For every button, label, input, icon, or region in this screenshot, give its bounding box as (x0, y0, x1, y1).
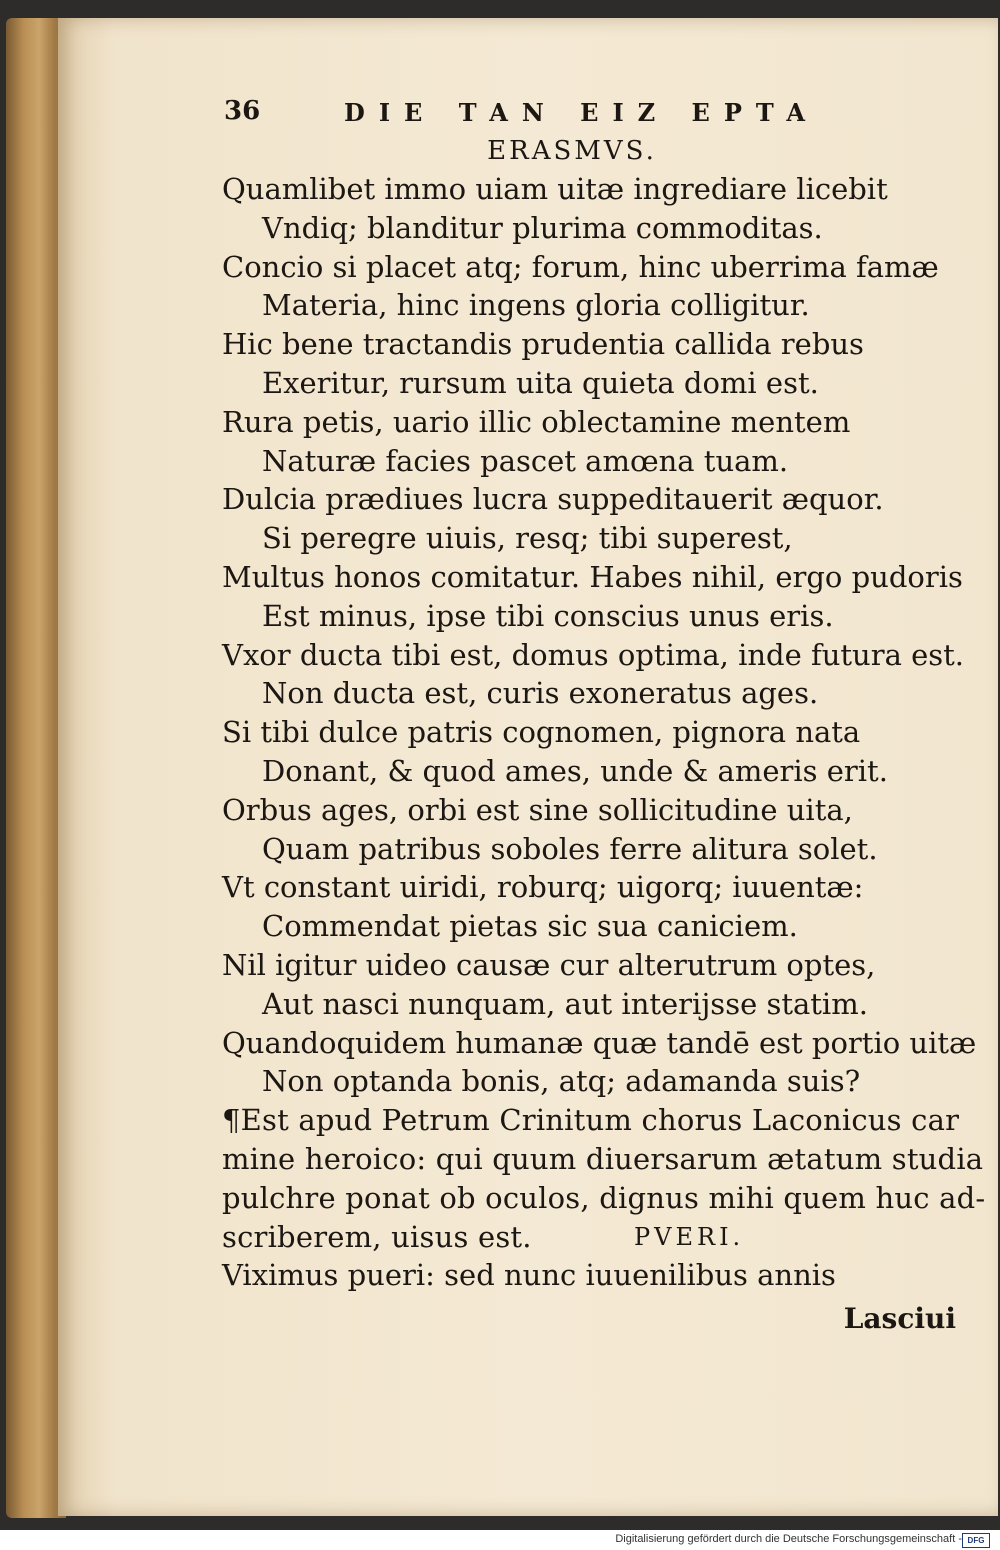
verse-line: Si tibi dulce patris cognomen, pignora nata (222, 715, 861, 750)
verse-line: Vxor ducta tibi est, domus optima, inde futura est. (222, 637, 965, 672)
verse-line: Rura petis, uario illic oblectamine mentem (222, 404, 851, 439)
verse-line: Non optanda bonis, atq; adamanda suis? (262, 1064, 861, 1099)
verse-line: Multus honos comitatur. Habes nihil, ergo pudoris (222, 559, 963, 594)
verse-line: Si peregre uiuis, resq; tibi superest, (262, 521, 793, 556)
page-text (222, 96, 986, 1339)
verse-line: Non ducta est, curis exoneratus ages. (262, 676, 819, 711)
verse-line: Quam patribus soboles ferre alitura solet. (262, 831, 878, 866)
verse-line: Vt constant uiridi, roburq; uigorq; iuuentæ: (222, 870, 864, 905)
verse-line: Exeritur, rursum uita quieta domi est. (262, 365, 819, 400)
running-head (222, 96, 962, 132)
book-page-edges (6, 18, 66, 1518)
verse-line: Commendat pietas sic sua caniciem. (262, 909, 798, 944)
verse-line: Hic bene tractandis prudentia callida rebus (222, 327, 864, 362)
verse-line: Orbus ages, orbi est sine sollicitudine uita, (222, 792, 853, 827)
speaker-heading: ERASMVS. (487, 136, 657, 166)
verse-line: Aut nasci nunquam, aut interijsse statim. (262, 986, 868, 1021)
verse-line: Nil igitur uideo causæ cur alterutrum optes, (222, 947, 876, 982)
verse-line: Quamlibet immo uiam uitæ ingrediare licebit (222, 172, 888, 206)
verse-block (222, 170, 977, 1101)
verse-line: Quandoquidem humanæ quæ tandē est portio uitæ (222, 1025, 977, 1060)
catchword: Lasciui (843, 1302, 956, 1336)
prose-line: scriberem, uisus est. (222, 1219, 532, 1254)
verse-line: Donant, & quod ames, unde & ameris erit. (262, 753, 888, 788)
digitization-footer (0, 1530, 1000, 1550)
verse-line: Naturæ facies pascet amœna tuam. (262, 443, 789, 478)
prose-line: mine heroico: qui quum diuersarum ætatum studia (222, 1141, 984, 1176)
verse-line: Vndiq; blanditur plurima commoditas. (262, 210, 823, 245)
prose-line-with-label (222, 1218, 962, 1257)
verse-line: Viximus pueri: sed nunc iuuenilibus annis (222, 1258, 836, 1293)
page-number: 36 (224, 96, 261, 126)
dfg-logo: DFG (962, 1533, 990, 1548)
prose-block (222, 1101, 986, 1295)
verse-line: Est minus, ipse tibi conscius unus eris. (262, 598, 834, 633)
verse-line: Dulcia prædiues lucra suppeditauerit æquor. (222, 482, 884, 517)
verse-line: Concio si placet atq; forum, hinc uberrima famæ (222, 249, 939, 284)
running-head-title: DIE TAN EIZ EPTA (344, 98, 820, 127)
section-label: PVERI. (634, 1222, 745, 1251)
verse-line: Materia, hinc ingens gloria colligitur. (262, 288, 810, 323)
prose-line: ¶Est apud Petrum Crinitum chorus Laconicus car (222, 1103, 960, 1138)
prose-line: pulchre ponat ob oculos, dignus mihi quem huc ad- (222, 1180, 986, 1215)
funding-credit: Digitalisierung gefördert durch die Deutsche Forschungsgemeinschaft - (615, 1533, 962, 1545)
